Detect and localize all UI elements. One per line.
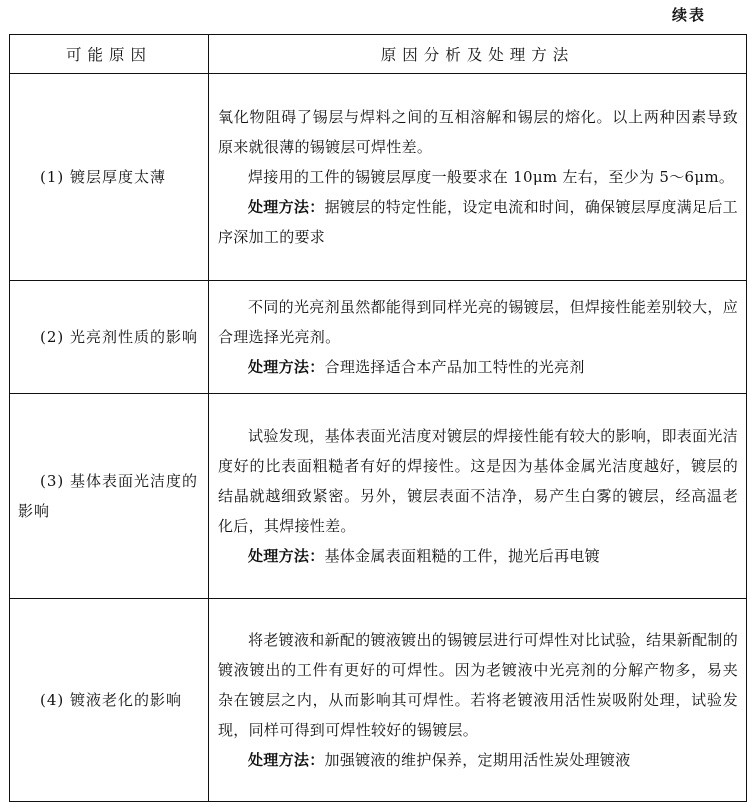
method-paragraph <box>218 192 738 252</box>
analysis-paragraph: 试验发现，基体表面光洁度对镀层的焊接性能有较大的影响，即表面光洁度好的比表面粗糙者有好的焊接性。这是因为基体金属光洁度越好，镀层的结晶就越细致紧密。另外，镀层表面不洁净，易产生白雾的镀层，经高温老化后，其焊接性差。 <box>218 427 738 535</box>
header-analysis-and-method: 原因分析及处理方法 <box>209 35 747 74</box>
cause-cell: (3) 基体表面光洁度的影响 <box>10 394 209 599</box>
method-paragraph <box>218 745 738 775</box>
analysis-paragraph: 将老镀液和新配的镀液镀出的锡镀层进行可焊性对比试验，结果新配制的镀液镀出的工件有更好的可焊性。因为老镀液中光亮剂的分解产物多，易夹杂在镀层之内，从而影响其可焊性。若将老镀液用活性炭吸附处理，试验发现，同样可得到可焊性较好的锡镀层。 <box>218 631 738 739</box>
method-label: 处理方法： <box>248 547 325 565</box>
method-text: 合理选择适合本产品加工特性的光亮剂 <box>324 358 585 376</box>
cause-analysis-table <box>9 34 747 802</box>
cause-cell: (2) 光亮剂性质的影响 <box>10 281 209 394</box>
method-label: 处理方法： <box>248 751 325 769</box>
analysis-paragraph: 不同的光亮剂虽然都能得到同样光亮的锡镀层，但焊接性能差别较大，应合理选择光亮剂。 <box>218 298 738 346</box>
method-text: 基体金属表面粗糙的工件，抛光后再电镀 <box>324 547 600 565</box>
table-row <box>10 74 747 281</box>
analysis-cell <box>209 394 747 599</box>
analysis-cell <box>209 281 747 394</box>
table-row <box>10 281 747 394</box>
analysis-cell <box>209 599 747 802</box>
analysis-cell <box>209 74 747 281</box>
cause-cell: (4) 镀液老化的影响 <box>10 599 209 802</box>
table-header-row <box>10 35 747 74</box>
header-possible-cause: 可能原因 <box>10 35 209 74</box>
method-paragraph <box>218 541 738 571</box>
method-label: 处理方法： <box>248 358 325 376</box>
method-label: 处理方法： <box>248 198 325 216</box>
method-text: 据镀层的特定性能，设定电流和时间，确保镀层厚度满足后工序深加工的要求 <box>218 198 738 246</box>
table-row <box>10 599 747 802</box>
analysis-paragraph: 焊接用的工件的锡镀层厚度一般要求在 10μm 左右，至少为 5～6μm。 <box>248 168 735 186</box>
cause-cell: (1) 镀层厚度太薄 <box>10 74 209 281</box>
method-text: 加强镀液的维护保养，定期用活性炭处理镀液 <box>324 751 631 769</box>
method-paragraph <box>218 352 738 382</box>
table-row <box>10 394 747 599</box>
analysis-paragraph: 氧化物阻碍了锡层与焊料之间的互相溶解和锡层的熔化。以上两种因素导致原来就很薄的锡镀层可焊性差。 <box>218 108 738 156</box>
continued-table-label: 续表 <box>672 6 707 24</box>
